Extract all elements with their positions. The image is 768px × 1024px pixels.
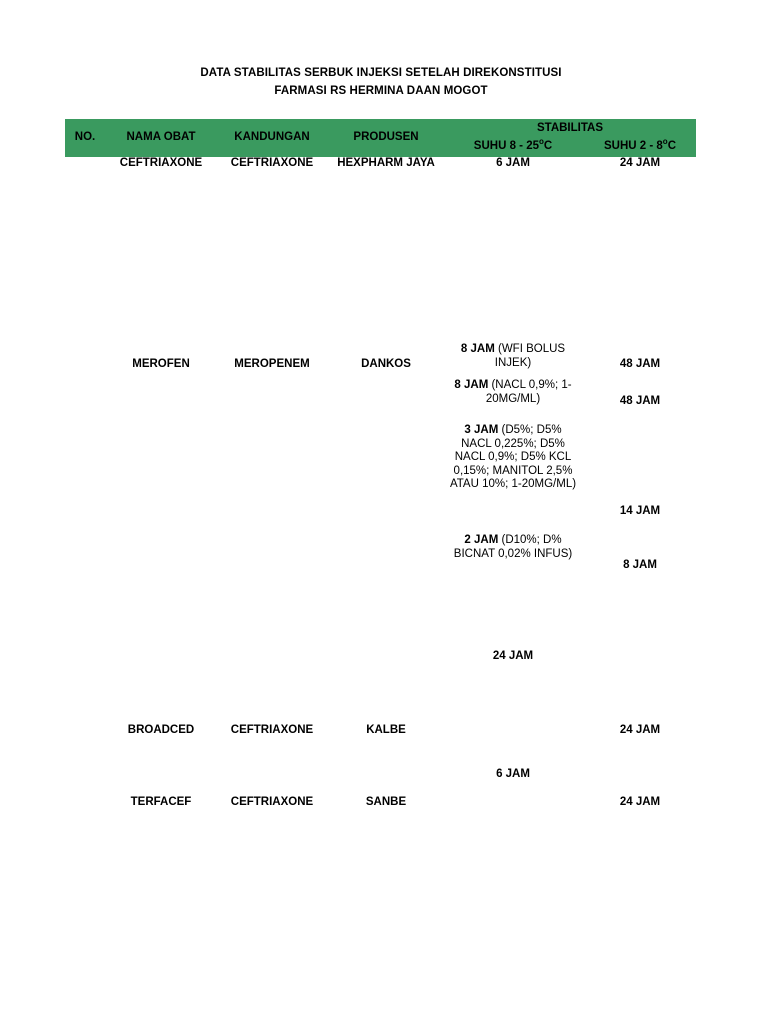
stability-note: 8 JAM (WFI BOLUS INJEK) xyxy=(460,343,566,369)
table-cell-nama-obat: BROADCED xyxy=(127,724,195,736)
table-cell-nama-obat: MEROFEN xyxy=(132,358,190,370)
stability-note: 2 JAM (D10%; D% BICNAT 0,02% INFUS) xyxy=(453,534,573,560)
page-subtitle: FARMASI RS HERMINA DAAN MOGOT xyxy=(274,85,488,97)
table-cell-suhu-25: 6 JAM xyxy=(496,157,530,169)
table-cell-produsen: SANBE xyxy=(365,796,407,808)
table-cell-nama-obat: TERFACEF xyxy=(130,796,192,808)
table-cell-suhu-25: 24 JAM xyxy=(492,650,534,662)
table-cell-nama-obat: CEFTRIAXONE xyxy=(119,157,203,169)
table-cell-produsen: KALBE xyxy=(366,724,406,736)
table-cell-suhu-8: 48 JAM xyxy=(619,395,661,407)
table-cell-suhu-8: 8 JAM xyxy=(623,559,657,571)
table-cell-suhu-8: 14 JAM xyxy=(619,505,661,517)
header-suhu-8: SUHU 2 - 8$^o$C xyxy=(604,137,676,152)
stability-note: 8 JAM (NACL 0,9%; 1-20MG/ML) xyxy=(454,379,572,405)
header-produsen: PRODUSEN xyxy=(353,131,419,143)
stability-note: 3 JAM (D5%; D5% NACL 0,225%; D5% NACL 0,9%; D5% KCL 0,15%; MANITOL 2,5% ATAU 10%; 1-20MG/ML) xyxy=(449,424,577,490)
table-cell-kandungan: CEFTRIAXONE xyxy=(230,796,314,808)
table-cell-suhu-8: 24 JAM xyxy=(619,157,661,169)
table-cell-kandungan: CEFTRIAXONE xyxy=(230,724,314,736)
header-kandungan: KANDUNGAN xyxy=(234,131,310,143)
table-cell-suhu-8: 24 JAM xyxy=(619,796,661,808)
table-cell-produsen: HEXPHARM JAYA xyxy=(337,157,435,169)
table-cell-suhu-8: 24 JAM xyxy=(619,724,661,736)
table-cell-suhu-8: 48 JAM xyxy=(619,358,661,370)
table-cell-kandungan: MEROPENEM xyxy=(234,358,310,370)
table-cell-suhu-25: 6 JAM xyxy=(496,768,530,780)
header-suhu-25: SUHU 8 - 25$^o$C xyxy=(473,137,553,152)
header-stabilitas: STABILITAS xyxy=(536,122,603,134)
table-cell-kandungan: CEFTRIAXONE xyxy=(230,157,314,169)
header-nama-obat: NAMA OBAT xyxy=(126,131,196,143)
table-cell-produsen: DANKOS xyxy=(361,358,411,370)
page-title: DATA STABILITAS SERBUK INJEKSI SETELAH DIREKONSTITUSI xyxy=(200,67,562,79)
header-no: NO. xyxy=(74,131,96,143)
